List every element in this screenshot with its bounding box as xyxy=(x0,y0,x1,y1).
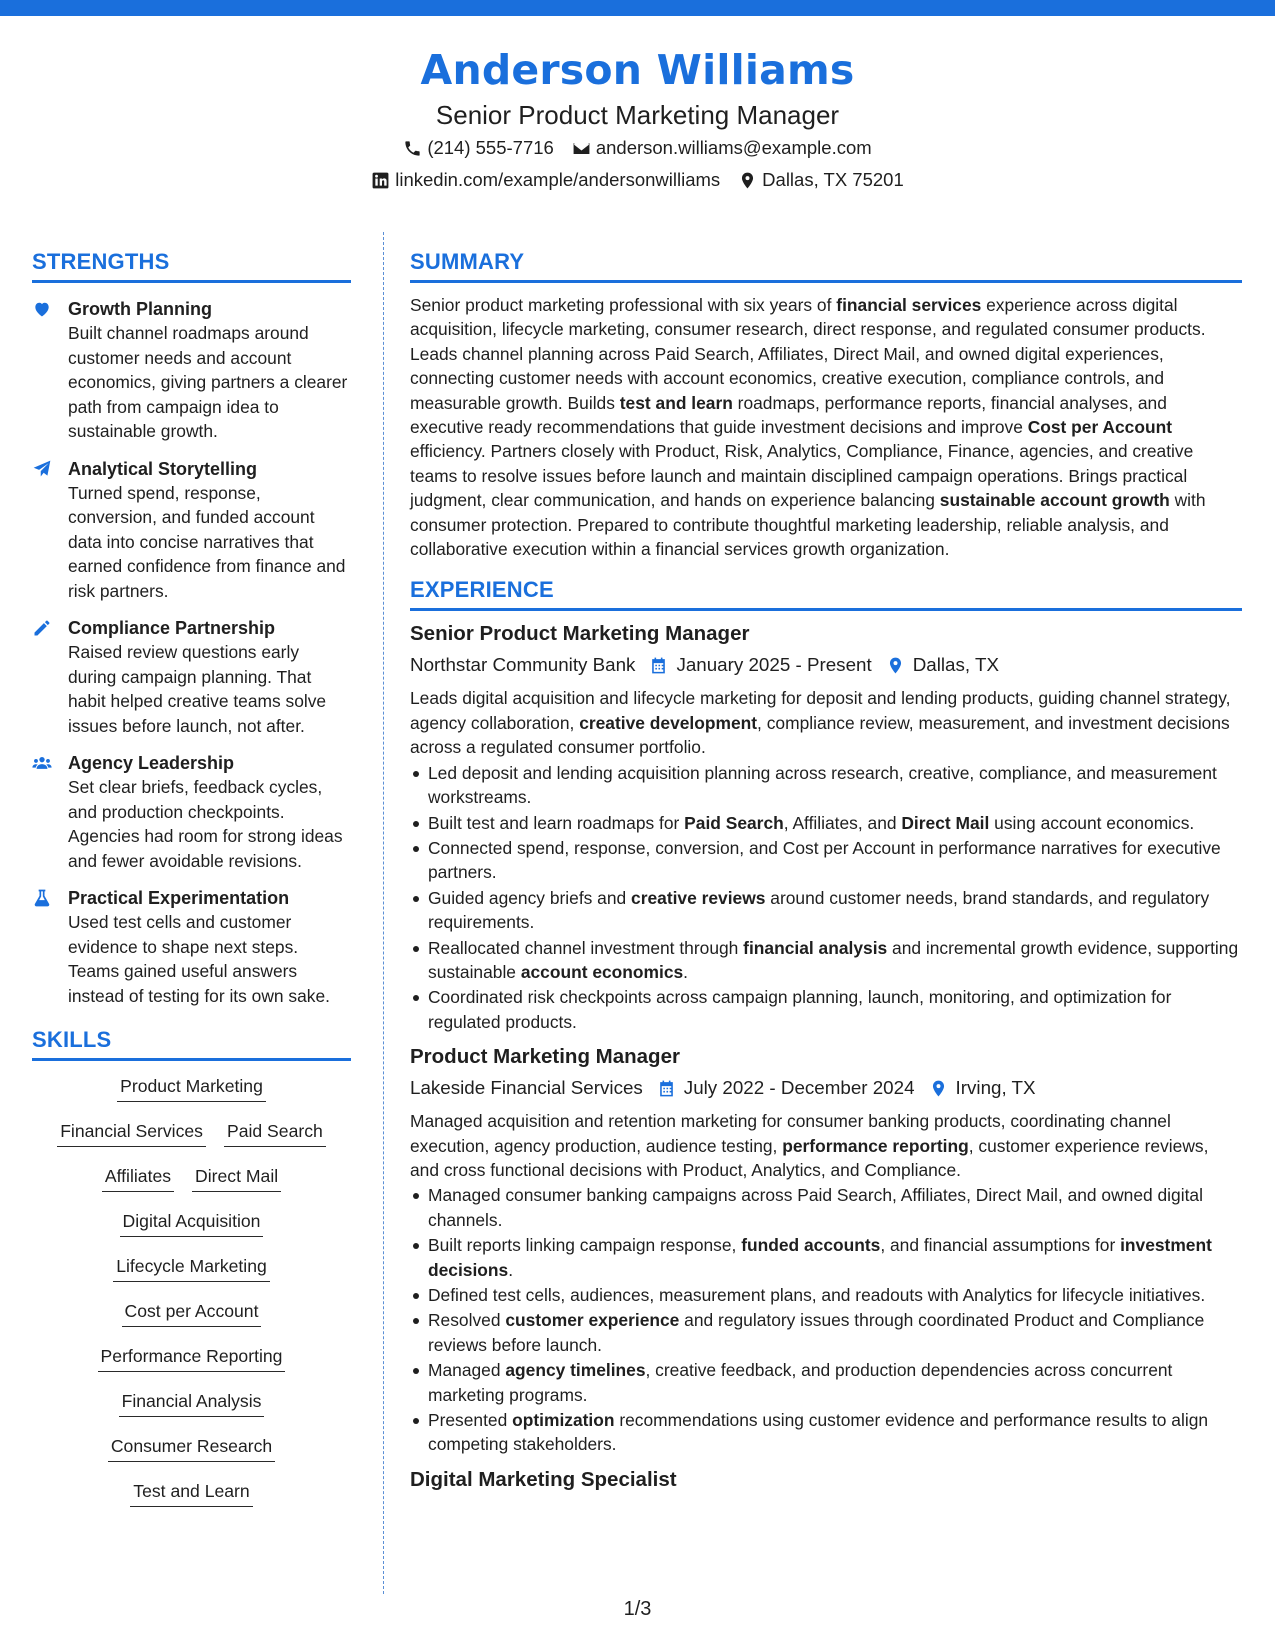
strength-text: Raised review questions early during campaign planning. That habit helped creative teams solve issues before launch, not after. xyxy=(68,642,327,736)
job-company: Lakeside Financial Services xyxy=(410,1077,643,1099)
strength-body xyxy=(68,751,351,873)
job-dates xyxy=(649,650,871,680)
page-number: 1/3 xyxy=(623,1598,652,1620)
summary-text: Senior product marketing professional with six years of financial services experience across digital acquisition, lifecycle marketing, consumer research, direct response, and regulated consumer products. Leads channel planning across Paid Search, Affiliates, Direct Mail, and owned digital experiences, connecting customer needs with account economics, creative execution, compliance controls, and measurable growth. Builds test and learn roadmaps, performance reports, financial analyses, and executive ready recommendations that guide investment decisions and improve Cost per Account efficiency. Partners closely with Product, Risk, Analytics, Compliance, Finance, agencies, and creative teams to resolve issues before launch and maintain disciplined campaign operations. Brings practical judgment, clear communication, and hands on experience balancing sustainable account growth with consumer protection. Prepared to contribute thoughtful marketing leadership, reliable analysis, and collaborative execution within a financial services growth organization. xyxy=(410,295,1206,560)
job-dates-text: January 2025 - Present xyxy=(676,654,872,676)
strength-title: Growth Planning xyxy=(68,299,212,319)
job-bullets xyxy=(410,761,1242,1034)
skill-row xyxy=(32,1298,351,1343)
column-divider xyxy=(383,232,384,1594)
bullet-item: Connected spend, response, conversion, and Cost per Account in performance narratives for executive partners. xyxy=(410,836,1242,885)
bullet-item: Managed agency timelines, creative feedback, and production dependencies across concurrent marketing programs. xyxy=(410,1358,1242,1407)
summary-heading: SUMMARY xyxy=(410,248,1242,283)
envelope-icon xyxy=(572,139,591,158)
skill-row xyxy=(32,1208,351,1253)
phone-contact xyxy=(403,132,554,164)
bullet-item: Reallocated channel investment through financial analysis and incremental growth evidence, supporting sustainable account economics. xyxy=(410,936,1242,985)
bold-phrase: creative development xyxy=(579,712,758,733)
candidate-role: Senior Product Marketing Manager xyxy=(435,100,840,130)
skill-tag: Direct Mail xyxy=(192,1163,281,1192)
skill-tag: Financial Services xyxy=(57,1118,206,1147)
bullet-item: Resolved customer experience and regulatory issues through coordinated Product and Compliance reviews before launch. xyxy=(410,1308,1242,1357)
strength-item xyxy=(32,886,351,1008)
job-location xyxy=(886,650,999,680)
bullet-item: Built reports linking campaign response, funded accounts, and financial assumptions for investment decisions. xyxy=(410,1233,1242,1282)
job-dates-text: July 2022 - December 2024 xyxy=(683,1077,915,1099)
calendar-icon xyxy=(649,656,668,675)
left-column xyxy=(32,248,351,1523)
resume-header xyxy=(0,42,1275,196)
email-contact[interactable] xyxy=(572,132,872,164)
strength-title: Practical Experimentation xyxy=(68,888,290,908)
location-text: Dallas, TX 75201 xyxy=(762,169,904,190)
paper-plane-icon xyxy=(32,457,56,604)
strength-item xyxy=(32,751,351,873)
job-meta xyxy=(410,1073,1242,1103)
bullet-item: Led deposit and lending acquisition planning across research, creative, compliance, and measurement workstreams. xyxy=(410,761,1242,810)
job-location xyxy=(929,1073,1036,1103)
contact-row-2 xyxy=(0,164,1275,196)
strength-text: Set clear briefs, feedback cycles, and production checkpoints. Agencies had room for strong ideas and fewer avoidable revisions. xyxy=(68,777,343,871)
bold-phrase: optimization xyxy=(512,1410,615,1431)
top-accent-bar xyxy=(0,0,1275,16)
users-icon xyxy=(32,751,56,873)
skill-row xyxy=(32,1253,351,1298)
skill-tag: Product Marketing xyxy=(117,1073,266,1102)
strength-body xyxy=(68,886,351,1008)
skill-row xyxy=(32,1118,351,1163)
strength-item xyxy=(32,457,351,604)
bold-phrase: creative reviews xyxy=(631,887,766,908)
skill-row xyxy=(32,1163,351,1208)
job-bullets xyxy=(410,1183,1242,1456)
job-entry xyxy=(410,1042,1242,1457)
skill-tag: Test and Learn xyxy=(130,1478,252,1507)
job-company: Northstar Community Bank xyxy=(410,654,636,676)
phone-text: (214) 555-7716 xyxy=(427,137,554,158)
skill-tag: Paid Search xyxy=(224,1118,326,1147)
bold-phrase: financial services xyxy=(836,295,982,315)
heart-icon xyxy=(32,297,56,444)
location-contact xyxy=(738,164,904,196)
bold-phrase: sustainable account growth xyxy=(939,490,1170,511)
bold-phrase: financial analysis xyxy=(743,937,888,958)
bullet-item: Defined test cells, audiences, measurement plans, and readouts with Analytics for lifecycle initiatives. xyxy=(410,1283,1242,1307)
contact-row-1 xyxy=(0,132,1275,164)
bold-phrase: account economics xyxy=(520,961,684,982)
job-meta xyxy=(410,650,1242,680)
skill-tag: Consumer Research xyxy=(108,1433,275,1462)
linkedin-text: linkedin.com/example/andersonwilliams xyxy=(395,169,721,190)
bullet-item: Managed consumer banking campaigns across Paid Search, Affiliates, Direct Mail, and owned digital channels. xyxy=(410,1183,1242,1232)
strength-text: Built channel roadmaps around customer needs and account economics, giving partners a clearer path from campaign idea to sustainable growth. xyxy=(68,323,348,441)
skill-tag: Lifecycle Marketing xyxy=(113,1253,270,1282)
map-pin-icon xyxy=(738,171,757,190)
bold-phrase: Paid Search xyxy=(684,812,784,833)
strength-title: Agency Leadership xyxy=(68,753,235,773)
strength-title: Compliance Partnership xyxy=(68,618,276,638)
experience-heading: EXPERIENCE xyxy=(410,576,1242,611)
strength-text: Turned spend, response, conversion, and funded account data into concise narratives that earned confidence from finance and risk partners. xyxy=(68,482,346,601)
skill-row xyxy=(32,1388,351,1433)
bullet-item: Built test and learn roadmaps for Paid Search, Affiliates, and Direct Mail using account economics. xyxy=(410,811,1242,835)
skills-list xyxy=(32,1073,351,1523)
bold-phrase: Direct Mail xyxy=(901,812,990,833)
flask-icon xyxy=(32,886,56,1008)
jobs-list xyxy=(410,619,1242,1494)
job-entry xyxy=(410,1465,1242,1495)
job-description: Leads digital acquisition and lifecycle marketing for deposit and lending products, guiding channel strategy, agency collaboration, creative development, compliance review, measurement, and investment decisions across a regulated consumer portfolio. xyxy=(410,688,1231,758)
strength-body xyxy=(68,457,351,604)
skill-tag: Financial Analysis xyxy=(119,1388,265,1417)
skill-row xyxy=(32,1478,351,1523)
job-title: Digital Marketing Specialist xyxy=(410,1467,677,1491)
email-text: anderson.williams@example.com xyxy=(595,137,872,158)
pencil-icon xyxy=(32,616,56,738)
linkedin-icon xyxy=(371,171,390,190)
bold-phrase: performance reporting xyxy=(782,1135,969,1156)
strength-item xyxy=(32,297,351,444)
skill-tag: Affiliates xyxy=(102,1163,174,1192)
job-entry xyxy=(410,619,1242,1034)
job-dates xyxy=(657,1073,915,1103)
strengths-list xyxy=(32,297,351,1008)
calendar-icon xyxy=(657,1079,676,1098)
strength-title: Analytical Storytelling xyxy=(68,458,258,479)
bold-phrase: test and learn xyxy=(619,392,733,413)
strength-item xyxy=(32,616,351,738)
job-location-text: Irving, TX xyxy=(955,1077,1036,1099)
right-column xyxy=(410,248,1242,1495)
phone-icon xyxy=(403,139,422,158)
job-location-text: Dallas, TX xyxy=(912,654,999,676)
bullet-item: Guided agency briefs and creative reviews around customer needs, brand standards, and regulatory requirements. xyxy=(410,886,1242,935)
job-description: Managed acquisition and retention marketing for consumer banking products, coordinating channel execution, agency production, audience testing, performance reporting, customer experience reviews, and cross functional decisions with Product, Analytics, and Compliance. xyxy=(410,1111,1209,1180)
map-pin-icon xyxy=(929,1079,948,1098)
bold-phrase: investment decisions xyxy=(428,1235,1212,1280)
job-title: Senior Product Marketing Manager xyxy=(410,622,750,646)
skill-tag: Digital Acquisition xyxy=(120,1208,264,1237)
skill-row xyxy=(32,1343,351,1388)
strength-body xyxy=(68,297,351,444)
bold-phrase: customer experience xyxy=(505,1310,680,1331)
skill-tag: Performance Reporting xyxy=(98,1343,286,1372)
map-pin-icon xyxy=(886,656,905,675)
bold-phrase: agency timelines xyxy=(505,1360,646,1381)
skill-tag: Cost per Account xyxy=(122,1298,262,1327)
strengths-heading: STRENGTHS xyxy=(32,248,351,283)
candidate-name: Anderson Williams xyxy=(420,46,855,94)
skill-row xyxy=(32,1433,351,1478)
strength-text: Used test cells and customer evidence to shape next steps. Teams gained useful answers instead of testing for its own sake. xyxy=(68,912,330,1006)
bullet-item: Presented optimization recommendations using customer evidence and performance results to align competing stakeholders. xyxy=(410,1408,1242,1457)
bold-phrase: funded accounts xyxy=(741,1235,881,1256)
skills-heading: SKILLS xyxy=(32,1026,351,1061)
strength-body xyxy=(68,616,351,738)
linkedin-contact[interactable] xyxy=(371,164,720,196)
bullet-item: Coordinated risk checkpoints across campaign planning, launch, monitoring, and optimization for regulated products. xyxy=(410,985,1242,1034)
skill-row xyxy=(32,1073,351,1118)
job-title: Product Marketing Manager xyxy=(410,1045,680,1069)
bold-phrase: Cost per Account xyxy=(1027,417,1172,438)
